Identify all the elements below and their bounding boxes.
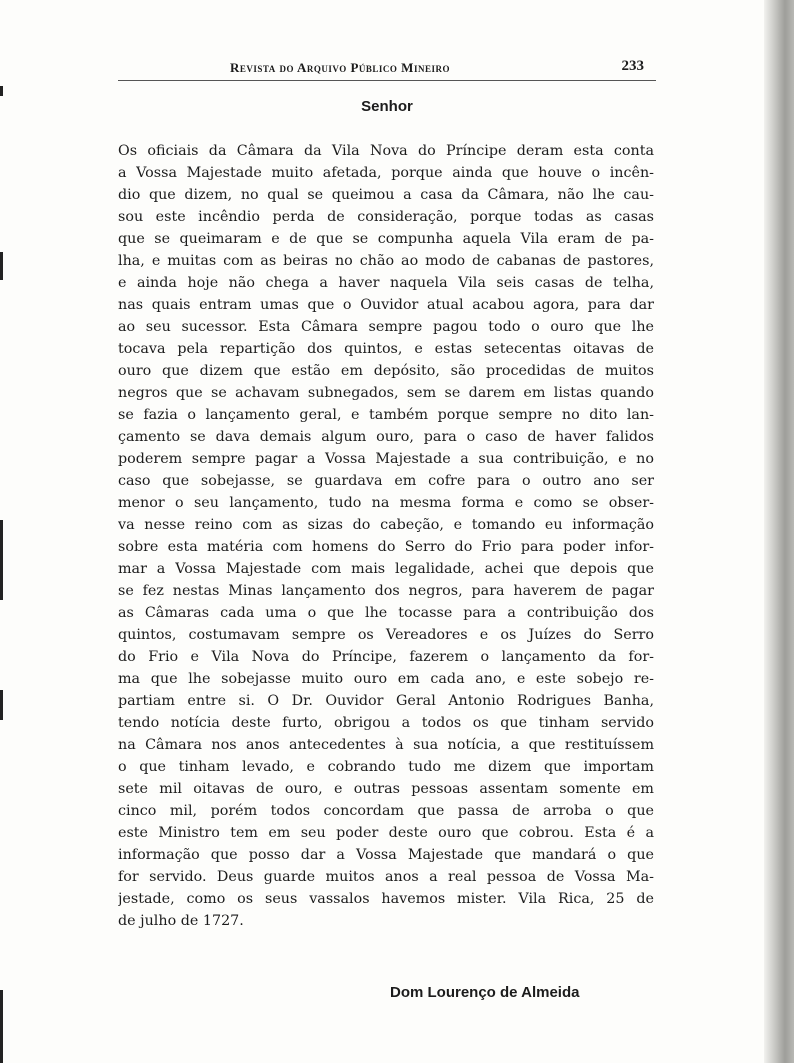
text-line: jestade, como os seus vassalos havemos mister. Vila Rica, 25 de (118, 891, 654, 907)
margin-mark (0, 990, 3, 1063)
text-line: lha, e muitas com as beiras no chão ao modo de cabanas de pastores, (118, 253, 654, 269)
text-line: dio que dizem, no qual se queimou a casa da Câmara, não lhe cau- (118, 187, 654, 203)
text-line: çamento se dava demais algum ouro, para o caso de haver falidos (118, 429, 654, 445)
text-line: mar a Vossa Majestade com mais legalidade, achei que depois que (118, 561, 654, 577)
text-line: tendo notícia deste furto, obrigou a todos os que tinham servido (118, 715, 654, 731)
margin-mark (0, 86, 3, 96)
text-line: nas quais entram umas que o Ouvidor atual acabou agora, para dar (118, 297, 654, 313)
text-line: tocava pela repartição dos quintos, e estas setecentas oitavas de (118, 341, 654, 357)
salutation: Senhor (361, 98, 413, 115)
text-line: cinco mil, porém todos concordam que passa de arroba o que (118, 803, 654, 819)
text-line: for servido. Deus guarde muitos anos a real pessoa de Vossa Ma- (118, 869, 654, 885)
text-line: partiam entre si. O Dr. Ouvidor Geral Antonio Rodrigues Banha, (118, 693, 654, 709)
text-line: informação que posso dar a Vossa Majestade que mandará o que (118, 847, 654, 863)
text-line: de julho de 1727. (118, 913, 244, 929)
text-line: se fez nestas Minas lançamento dos negros, para haverem de pagar (118, 583, 654, 599)
signature: Dom Lourenço de Almeida (390, 984, 580, 1001)
text-line: caso que sobejasse, se guardava em cofre para o outro ano ser (118, 473, 654, 489)
text-line: e ainda hoje não chega a haver naquela Vila seis casas de telha, (118, 275, 654, 291)
margin-mark (0, 520, 3, 600)
letter-body (118, 140, 654, 932)
text-line: se fazia o lançamento geral, e também porque sempre no dito lan- (118, 407, 654, 423)
text-line: sobre esta matéria com homens do Serro do Frio para poder infor- (118, 539, 654, 555)
text-line: sete mil oitavas de ouro, e outras pessoas assentam somente em (118, 781, 654, 797)
text-line: negros que se achavam subnegados, sem se darem em listas quando (118, 385, 654, 401)
text-line: na Câmara nos anos antecedentes à sua notícia, a que restituíssem (118, 737, 654, 753)
text-line: que se queimaram e de que se compunha aquela Vila eram de pa- (118, 231, 654, 247)
text-line: ao seu sucessor. Esta Câmara sempre pagou todo o ouro que lhe (118, 319, 654, 335)
margin-mark (0, 252, 3, 280)
text-line: do Frio e Vila Nova do Príncipe, fazerem o lançamento da for- (118, 649, 654, 665)
text-line: ouro que dizem que estão em depósito, são procedidas de muitos (118, 363, 654, 379)
text-line: poderem sempre pagar a Vossa Majestade a sua contribuição, e no (118, 451, 654, 467)
text-line: Os oficiais da Câmara da Vila Nova do Príncipe deram esta conta (118, 143, 654, 159)
text-line: o que tinham levado, e cobrando tudo me dizem que importam (118, 759, 654, 775)
text-line: sou este incêndio perda de consideração, porque todas as casas (118, 209, 654, 225)
text-line: ma que lhe sobejasse muito ouro em cada ano, e este sobejo re- (118, 671, 654, 687)
margin-mark (0, 690, 3, 720)
text-line: as Câmaras cada uma o que lhe tocasse para a contribuição dos (118, 605, 654, 621)
journal-title: Revista do Arquivo Público Mineiro (230, 60, 450, 75)
text-line: menor o seu lançamento, tudo na mesma forma e como se obser- (118, 495, 654, 511)
text-line: a Vossa Majestade muito afetada, porque ainda que houve o incên- (118, 165, 654, 181)
page-edge-shadow (764, 0, 794, 1063)
page-number: 233 (621, 58, 644, 74)
text-line: va nesse reino com as sizas do cabeção, e tomando eu informação (118, 517, 654, 533)
text-line: este Ministro tem em seu poder deste ouro que cobrou. Esta é a (118, 825, 654, 841)
running-header (118, 58, 656, 81)
text-line: quintos, costumavam sempre os Vereadores e os Juízes do Serro (118, 627, 654, 643)
